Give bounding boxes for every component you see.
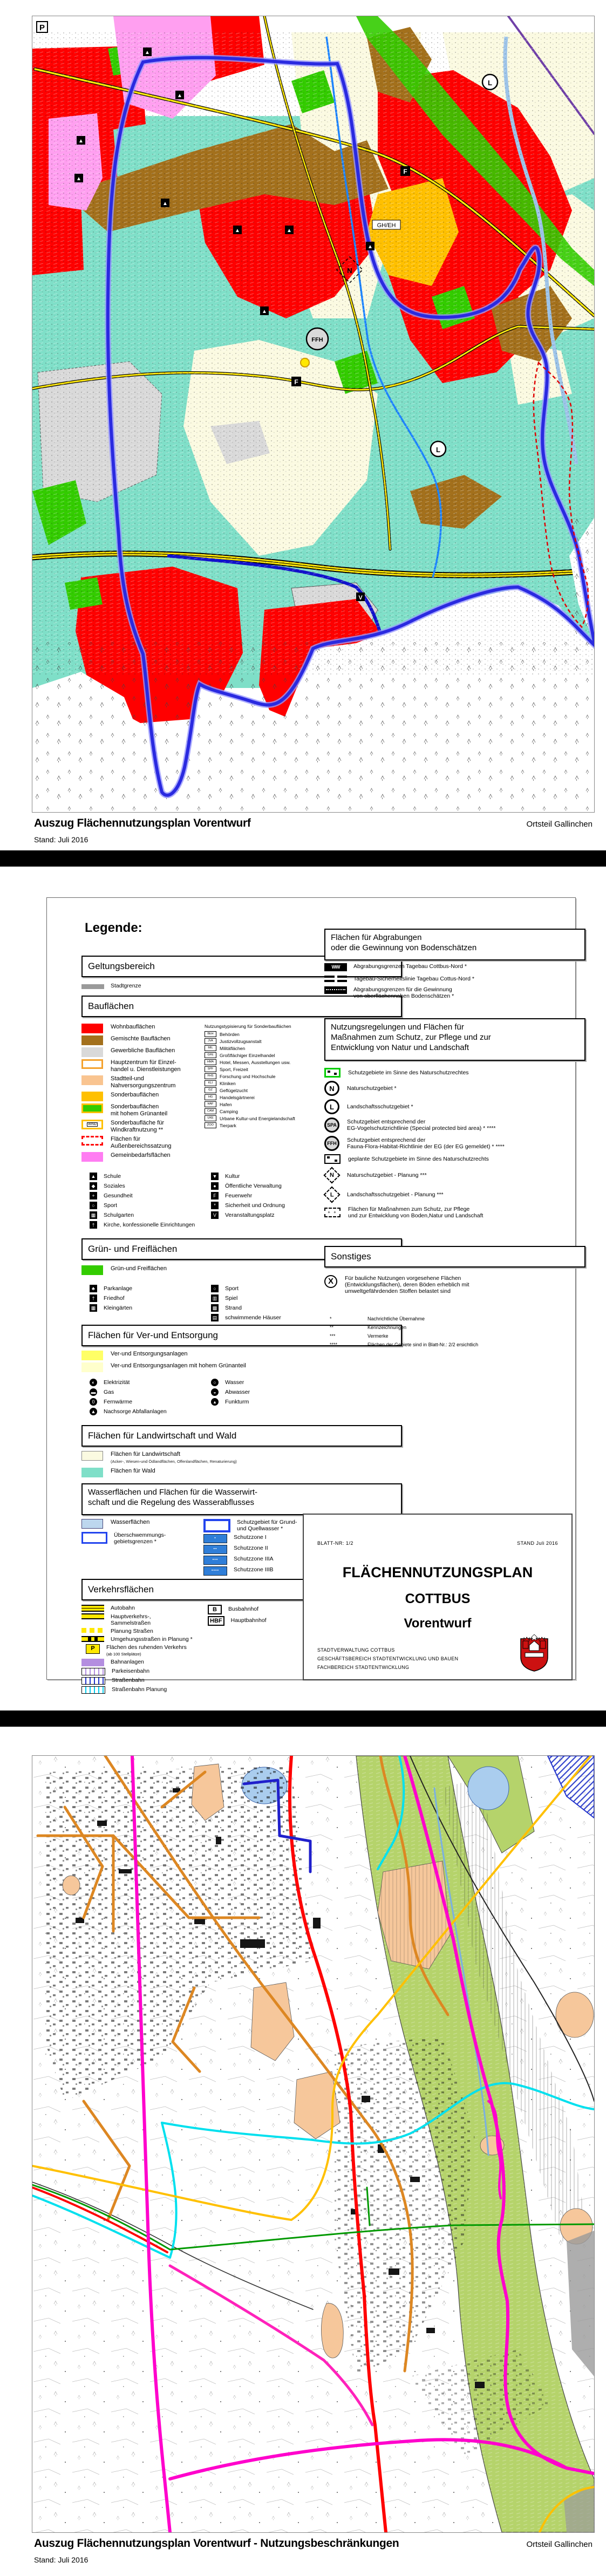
- org-line-3: FACHBEREICH STADTENTWICKLUNG: [317, 1665, 410, 1670]
- green-icon-row: ▤ schwimmende Häuser: [211, 1313, 324, 1323]
- facility-icon: ○: [90, 1202, 97, 1209]
- title-block: [303, 1514, 573, 1680]
- ueberschwemmung-ic: [81, 1532, 107, 1544]
- utility-icon: ▴: [211, 1398, 219, 1406]
- facility-icon-row: * Sicherheit und Ordnung: [211, 1201, 324, 1210]
- stadtgrenze-label: Stadtgrenze: [111, 983, 141, 989]
- map2-frame: [32, 1755, 595, 2533]
- bau-swatch-list: [81, 1024, 203, 1164]
- section-naturschutz: [324, 1018, 585, 1061]
- natur-h1: Nutzungsregelungen und Flächen für: [331, 1023, 464, 1032]
- cottbus-coat-of-arms: [519, 1629, 550, 1672]
- grundwasser-l2: und Quellwasser *: [237, 1525, 283, 1532]
- sonderbau-row: BEH Behörden: [205, 1031, 323, 1038]
- sonderbau-row: HMA Hotel, Messen, Ausstellungen usw.: [205, 1059, 323, 1066]
- ueberschwemmung-l1: Überschwemmungs-: [114, 1532, 166, 1538]
- type-code-box: FHS: [205, 1073, 216, 1079]
- schutzzone-row: ▪▪▪▪ Schutzzone IIIB: [203, 1566, 328, 1576]
- green-icon: †: [90, 1294, 97, 1302]
- type-code-box: JVA: [205, 1038, 216, 1044]
- facility-icon: ●: [211, 1182, 219, 1190]
- schutzzone-row: ▪▪▪ Schutzzone IIIA: [203, 1556, 328, 1565]
- green-icon-row: † Friedhof: [90, 1293, 198, 1303]
- legend-swatch-row: Stadtteil-und Nahversorgungszentrum: [81, 1075, 203, 1089]
- green-icon: ▩: [211, 1304, 219, 1312]
- massnahmen-icon: + +: [324, 1208, 341, 1217]
- legend-sheet: [46, 897, 576, 1693]
- sonderbau-row: JVA Justizvollzugsanstalt: [205, 1038, 323, 1045]
- facility-icon: ▦: [90, 1211, 97, 1219]
- map2-stand: Stand: Juli 2016: [34, 2555, 88, 2564]
- verkehr-row: Bahnanlagen: [81, 1659, 227, 1666]
- landscape-protection-label-2: L: [436, 446, 440, 454]
- schutzzone-icon: ▪▪▪: [203, 1556, 227, 1565]
- svg-text:▲: ▲: [162, 201, 168, 207]
- gruen-icons-right: [211, 1284, 324, 1323]
- sonderbau-row: UKE Urbane Kultur-und Energielandschaft: [205, 1115, 323, 1122]
- sun-symbol: [301, 358, 309, 367]
- legend-swatch-row: Flächen für Außenbereichssatzung: [81, 1136, 203, 1150]
- legend-swatch-row: Wohnbauflächen: [81, 1024, 203, 1033]
- natur-item-3a: Schutzgebiet entsprechend der: [347, 1119, 426, 1125]
- map1-stand: Stand: Juli 2016: [34, 835, 88, 844]
- color-swatch: [81, 1059, 103, 1069]
- facility-icon: V: [211, 1211, 219, 1219]
- green-icon-row: ▥ Spiel: [211, 1293, 324, 1303]
- ver-swatch-row: Ver-und Entsorgungsanlagen: [81, 1351, 341, 1360]
- map2-ortsteil: Ortsteil Gallinchen: [526, 2540, 593, 2549]
- section-gruenflaechen: Grün- und Freiflächen: [81, 1238, 402, 1260]
- facility-icon-row: ○ Sport: [90, 1201, 203, 1210]
- org-line-2: GESCHÄFTSBEREICH STADTENTWICKLUNG UND BAUEN: [317, 1656, 459, 1661]
- color-swatch: [81, 1047, 103, 1057]
- abgrabung-symbol: WW: [324, 963, 347, 971]
- verkehr-row: Straßenbahn: [81, 1677, 227, 1685]
- facility-icon-row: ▼ Kultur: [211, 1171, 324, 1181]
- natur-h3: Entwicklung von Natur und Landschaft: [331, 1043, 469, 1052]
- facility-icon: ▼: [211, 1173, 219, 1180]
- ver-swatch-row: Ver-und Entsorgungsanlagen mit hohem Grünanteil: [81, 1362, 341, 1372]
- sonderbau-row: MIL Militäflächen: [205, 1045, 323, 1052]
- event-site-label: V: [358, 595, 363, 601]
- color-swatch: [81, 1075, 103, 1085]
- wasserflaechen-swatch: [81, 1519, 103, 1529]
- section-abgrabungen: [324, 929, 585, 960]
- type-code-box: GZ: [205, 1087, 216, 1093]
- facility-icon-row: † Kirche, konfessionelle Einrichtungen: [90, 1220, 203, 1230]
- color-swatch: WIND: [81, 1120, 103, 1129]
- n-circle-icon: N: [324, 1081, 339, 1096]
- verkehr-symbol: [81, 1628, 104, 1633]
- stadtgrenze-icon: [81, 984, 104, 989]
- sonstiges-l2: (Entwicklungsflächen), deren Böden erheblich mit: [345, 1282, 469, 1288]
- legend-heading: Legende:: [85, 921, 142, 935]
- facility-icon-row: ● Öffentliche Verwaltung: [211, 1181, 324, 1191]
- l-circle-icon: L: [324, 1099, 339, 1114]
- utility-icon: ▬: [90, 1388, 97, 1396]
- abgrabung-row: Tagebau-Sicherheitslinie Tagebau Cottus-Nord *: [324, 976, 573, 982]
- green-icon: ○: [211, 1285, 219, 1292]
- sonderbau-title: Nutzungstypisierung für Sonderbauflächen: [205, 1024, 291, 1029]
- speck-texture: [32, 32, 594, 674]
- facility-icon: *: [211, 1202, 219, 1209]
- svg-text:▲: ▲: [367, 244, 373, 250]
- facility-icon-row: ▲ Schule: [90, 1171, 203, 1181]
- wasser-header-2: schaft und die Regelung des Wasserabflusses: [88, 1498, 254, 1507]
- natur-item-6: Naturschutzgebiet - Planung ***: [347, 1172, 427, 1178]
- natur-item-1: Naturschutzgebiet *: [347, 1085, 397, 1092]
- bau-icons-left: [90, 1171, 203, 1230]
- facility-icon-row: ◆ Soziales: [90, 1181, 203, 1191]
- section-wasser: [81, 1483, 402, 1515]
- facility-icon: †: [90, 1221, 97, 1229]
- ver-swatches: [81, 1351, 341, 1374]
- type-code-box: HG: [205, 1094, 216, 1100]
- sonderbau-row: GFE Großflächiger Einzelhandel: [205, 1052, 323, 1059]
- utility-icon: 0: [90, 1398, 97, 1406]
- gruen-icons-left: [90, 1284, 198, 1313]
- fire-station-label-1: F: [294, 378, 298, 386]
- map1-ortsteil: Ortsteil Gallinchen: [526, 820, 593, 829]
- type-code-box: BEH: [205, 1031, 216, 1037]
- verkehr-row: Straßenbahn Planung: [81, 1686, 227, 1694]
- green-icon: ▦: [90, 1304, 97, 1312]
- schutzzone-icon: ▪▪: [203, 1545, 227, 1554]
- footnote-row: ** Kennzeichnungen: [330, 1325, 407, 1330]
- natur-item-8a: Flächen für Maßnahmen zum Schutz, zur Pflege: [348, 1206, 470, 1212]
- abgrabung-symbol: [324, 986, 347, 994]
- parking-label: P: [39, 23, 45, 32]
- type-code-box: HMA: [205, 1059, 216, 1065]
- svg-text:▲: ▲: [235, 228, 240, 234]
- legend-swatch-row: WIND Sonderbaufläche für Windkraftnutzung **: [81, 1120, 203, 1134]
- plan-title-2: COTTBUS: [405, 1591, 471, 1606]
- green-icon-row: ▦ Kleingärten: [90, 1303, 198, 1313]
- gruen-label: Grün-und Freiflächen: [111, 1265, 167, 1272]
- gruen-swatch-row: [81, 1265, 243, 1277]
- natur-item-3b: EG-Vogelschutzrichtlinie (Special protected bird area) * ****: [347, 1125, 496, 1132]
- color-swatch: [81, 1136, 103, 1146]
- ffh-circle-icon: FFH: [324, 1136, 339, 1151]
- schutzgebiet-geplant-icon: [324, 1154, 341, 1164]
- facility-icon: ◆: [90, 1182, 97, 1190]
- verkehr-symbol: [81, 1686, 105, 1694]
- type-code-box: ZOO: [205, 1122, 216, 1128]
- sonderbau-row: CAM Camping: [205, 1108, 323, 1115]
- facility-icon: ▲: [90, 1173, 97, 1180]
- natur-item-0: Schutzgebiete im Sinne des Naturschutzrechtes: [348, 1069, 469, 1076]
- ghe-center-label: GH/EH: [377, 222, 396, 229]
- verkehr-symbol: [81, 1659, 104, 1666]
- stand-date: STAND Juli 2016: [517, 1541, 558, 1546]
- green-icon-row: ○ Sport: [211, 1284, 324, 1293]
- verkehr-row: Planung Straßen: [81, 1628, 227, 1634]
- verkehr-row: P Flächen des ruhenden Verkehrs (ab 100 Stellplätze): [81, 1644, 227, 1657]
- land-rows: [81, 1451, 341, 1480]
- svg-text:▲: ▲: [262, 309, 267, 315]
- legend-swatch-row: Gemeinbedarfsflächen: [81, 1152, 203, 1162]
- type-code-box: CAM: [205, 1108, 216, 1114]
- legend-swatch-row: Gemischte Bauflächen: [81, 1035, 203, 1045]
- n-diamond-icon: N: [323, 1167, 340, 1183]
- utility-icon: ▲: [90, 1408, 97, 1415]
- wasserflaechen-label: Wasserflächen: [111, 1519, 150, 1525]
- landwirtschaft-label: Flächen für Landwirtschaft: [111, 1451, 181, 1457]
- sonderbau-row: HG Handelsgärtnerei: [205, 1094, 323, 1101]
- color-swatch: [81, 1024, 103, 1033]
- abgrabung-symbol: [324, 976, 347, 982]
- legend-swatch-row: Hauptzentrum für Einzel- handel u. Dienstleistungen: [81, 1059, 203, 1073]
- facility-icon-row: ▦ Schulgarten: [90, 1210, 203, 1220]
- verkehr-row: Autobahn: [81, 1605, 227, 1612]
- abgrabungen-rows: [324, 963, 573, 1004]
- green-icon: ▥: [211, 1294, 219, 1302]
- sonderbau-row: FHS Forschung und Hochschule: [205, 1073, 323, 1080]
- section-verentsorgung: Flächen für Ver-und Entsorgung: [81, 1325, 402, 1346]
- schutzzone-row: ▪ Schutzzone I: [203, 1534, 328, 1543]
- plan-title-3: Vorentwurf: [404, 1616, 472, 1631]
- color-swatch: [81, 1035, 103, 1045]
- section-bauflaechen: Bauflächen: [81, 996, 402, 1017]
- sonderbau-row: HAF Hafen: [205, 1101, 323, 1108]
- green-icon: ▤: [211, 1314, 219, 1321]
- natur-item-4a: Schutzgebiet entsprechend der: [347, 1137, 426, 1143]
- natur-item-4b: Fauna-Flora-Habitat-Richtlinie der EG (der EG gemeldet) * ****: [347, 1143, 505, 1150]
- sonderbau-row: SPF Sport, Freizeit: [205, 1066, 323, 1073]
- verkehr-right: [203, 1605, 311, 1627]
- landwirtschaft-subnote: (Acker-, Wiesen-und Ödlandflächen, Offenlandflächen, Renaturierung): [111, 1459, 237, 1464]
- ver-icons-right: [211, 1378, 324, 1407]
- map1-frame: [32, 16, 595, 813]
- utility-icon-row: ▬ Gas: [90, 1387, 198, 1397]
- facility-icon-row: V Veranstaltungsplatz: [211, 1210, 324, 1220]
- facility-icon-row: F Feuerwehr: [211, 1191, 324, 1201]
- sonstiges-l1: Für bauliche Nutzungen vorgesehene Flächen: [345, 1275, 461, 1282]
- schutzzone-icon: ▪: [203, 1534, 227, 1543]
- verkehr-symbol: [81, 1668, 105, 1675]
- natur-item-8b: und zur Entwicklung von Boden,Natur und Landschaft: [348, 1212, 484, 1219]
- utility-icon-row: ○ Wasser: [211, 1378, 324, 1387]
- color-swatch: [81, 1103, 103, 1113]
- station-symbol: HBF: [208, 1616, 224, 1626]
- section-geltungsbereich: Geltungsbereich: [81, 956, 402, 977]
- verkehr-row: Umgehungsstraßen in Planung *: [81, 1636, 227, 1643]
- facility-icon: F: [211, 1192, 219, 1200]
- sonstiges-l3: umweltgefährdenden Stoffen belastet sind: [345, 1288, 451, 1294]
- color-swatch: [81, 1351, 103, 1360]
- map1-flaechennutzungsplan: [32, 16, 594, 812]
- natur-item-2: Landschaftsschutzgebiet *: [347, 1103, 413, 1110]
- section-verkehr: Verkehrsflächen: [81, 1579, 402, 1600]
- schutzgebiet-icon: [324, 1068, 341, 1078]
- l-diamond-icon: L: [323, 1186, 340, 1203]
- verkehr-symbol: [81, 1613, 104, 1619]
- utility-icon-row: ▴ Funkturm: [211, 1397, 324, 1407]
- sonderbau-row: ZOO Tierpark: [205, 1122, 323, 1129]
- wald-swatch: [81, 1468, 103, 1477]
- type-code-box: HAF: [205, 1101, 216, 1107]
- ffh-area-label: FFH: [311, 337, 323, 343]
- plan-title-1: FLÄCHENNUTZUNGSPLAN: [342, 1564, 533, 1580]
- natur-rows: [324, 1068, 573, 1222]
- utility-icon-row: ◒ Abwasser: [211, 1387, 324, 1397]
- utility-icon-row: ▲ Nachsorge Abfallanlagen: [90, 1407, 198, 1416]
- green-icon: ♣: [90, 1285, 97, 1292]
- spa-circle-icon: SPA: [324, 1117, 339, 1133]
- verkehr-row: B Busbahnhof: [203, 1605, 311, 1614]
- natur-item-5: geplante Schutzgebiete im Sinne des Naturschutzrechts: [348, 1156, 489, 1162]
- type-code-box: KLI: [205, 1080, 216, 1086]
- verkehr-row: Hauptverkehrs-, Sammelstraßen: [81, 1613, 227, 1626]
- abgrabungen-h2: oder die Gewinnung von Bodenschätzen: [331, 943, 477, 952]
- verkehr-row: HBF Hauptbahnhof: [203, 1616, 311, 1626]
- facility-icon: +: [90, 1192, 97, 1200]
- wasser-left: [81, 1519, 200, 1546]
- grundwasser-l1: Schutzgebiet für Grund-: [237, 1519, 297, 1525]
- type-code-box: MIL: [205, 1045, 216, 1051]
- abgrabung-row: Abgrabungsgrenzen für die Gewinnung von oberflächennahen Bodenschätzen *: [324, 986, 573, 999]
- nature-reserve-label: N: [347, 267, 352, 275]
- footnote-row: **** Flächen der Gebiete sind in Blatt-Nr.: 2/2 ersichtlich: [330, 1342, 479, 1347]
- svg-text:▲: ▲: [76, 176, 81, 182]
- type-code-box: GFE: [205, 1052, 216, 1058]
- section-landwirtschaft: Flächen für Landwirtschaft und Wald: [81, 1425, 402, 1447]
- verkehr-symbol: P: [86, 1644, 100, 1654]
- org-line-1: STADTVERWALTUNG COTTBUS: [317, 1647, 395, 1653]
- footnote-row: *** Vermerke: [330, 1333, 389, 1339]
- verkehr-symbol: [81, 1636, 104, 1642]
- sonderbau-row: GZ Geflügelzucht: [205, 1087, 323, 1094]
- blatt-nr: BLATT-NR: 1/2: [317, 1541, 353, 1546]
- ueberschwemmung-l2: gebietsgrenzen *: [114, 1538, 156, 1545]
- contaminated-soil-icon: X: [324, 1275, 337, 1288]
- fire-station-label-2: F: [403, 168, 407, 175]
- landscape-protection-label-1: L: [488, 79, 492, 87]
- color-swatch: [81, 1362, 103, 1372]
- footnote-row: * Nachrichtliche Übernahme: [330, 1316, 425, 1321]
- verkehr-row: Parkeisenbahn: [81, 1668, 227, 1675]
- type-code-box: SPF: [205, 1066, 216, 1072]
- map1-title: Auszug Flächennutzungsplan Vorentwurf: [34, 817, 251, 829]
- sonderbau-typen: [205, 1024, 323, 1129]
- natur-h2: Maßnahmen zum Schutz, zur Pflege und zur: [331, 1033, 491, 1042]
- utility-icon-row: ◐ Elektrizität: [90, 1378, 198, 1387]
- svg-text:▲: ▲: [78, 138, 84, 144]
- natur-item-7: Landschaftsschutzgebiet - Planung ***: [347, 1191, 444, 1198]
- type-code-box: UKE: [205, 1115, 216, 1121]
- sonderbau-row: KLI Kliniken: [205, 1080, 323, 1087]
- landwirtschaft-swatch: [81, 1451, 103, 1461]
- color-swatch: [81, 1152, 103, 1162]
- color-swatch: [81, 1092, 103, 1101]
- page-separator-2: [0, 1710, 606, 1727]
- utility-icon: ◐: [90, 1379, 97, 1386]
- utility-icon-row: 0 Fernwärme: [90, 1397, 198, 1407]
- wasser-header-1: Wasserflächen und Flächen für die Wasserwirt-: [88, 1488, 258, 1497]
- verkehr-symbol: [81, 1677, 105, 1685]
- green-icon-row: ♣ Parkanlage: [90, 1284, 198, 1293]
- page-separator-1: [0, 850, 606, 867]
- sonstiges-row: [324, 1275, 573, 1298]
- svg-text:▲: ▲: [145, 50, 150, 56]
- ver-icons-left: [90, 1378, 198, 1416]
- svg-text:▲: ▲: [287, 228, 292, 234]
- wald-label: Flächen für Wald: [111, 1468, 155, 1474]
- map2-title: Auszug Flächennutzungsplan Vorentwurf - Nutzungsbeschränkungen: [34, 2537, 399, 2550]
- gruen-swatch: [81, 1265, 103, 1275]
- footnotes: [330, 1316, 567, 1351]
- utility-icon: ◒: [211, 1388, 219, 1396]
- verkehr-symbol: [81, 1605, 104, 1612]
- stadtgrenze-row: [81, 983, 243, 991]
- legend-swatch-row: Sonderbauflächen: [81, 1092, 203, 1101]
- green-icon-row: ▩ Strand: [211, 1303, 324, 1313]
- map2-nutzungsbeschraenkungen: [32, 1756, 594, 2532]
- schutzzone-row: ▪▪ Schutzzone II: [203, 1545, 328, 1554]
- schutzzone-icon: ▪▪▪▪: [203, 1566, 227, 1576]
- abgrabung-row: WW Abgrabungsgrenzen Tagebau Cottbus-Nord *: [324, 963, 573, 971]
- svg-text:▲: ▲: [177, 93, 182, 99]
- section-sonstiges: Sonstiges: [324, 1246, 585, 1267]
- abgrabungen-h1: Flächen für Abgrabungen: [331, 933, 422, 942]
- station-symbol: B: [208, 1605, 222, 1614]
- utility-icon: ○: [211, 1379, 219, 1386]
- grundwasser-icon: [203, 1519, 230, 1532]
- legend-swatch-row: Gewerbliche Bauflächen: [81, 1047, 203, 1057]
- bau-icons-right: [211, 1171, 324, 1220]
- facility-icon-row: + Gesundheit: [90, 1191, 203, 1201]
- legend-swatch-row: Sonderbauflächen mit hohem Grünanteil: [81, 1103, 203, 1117]
